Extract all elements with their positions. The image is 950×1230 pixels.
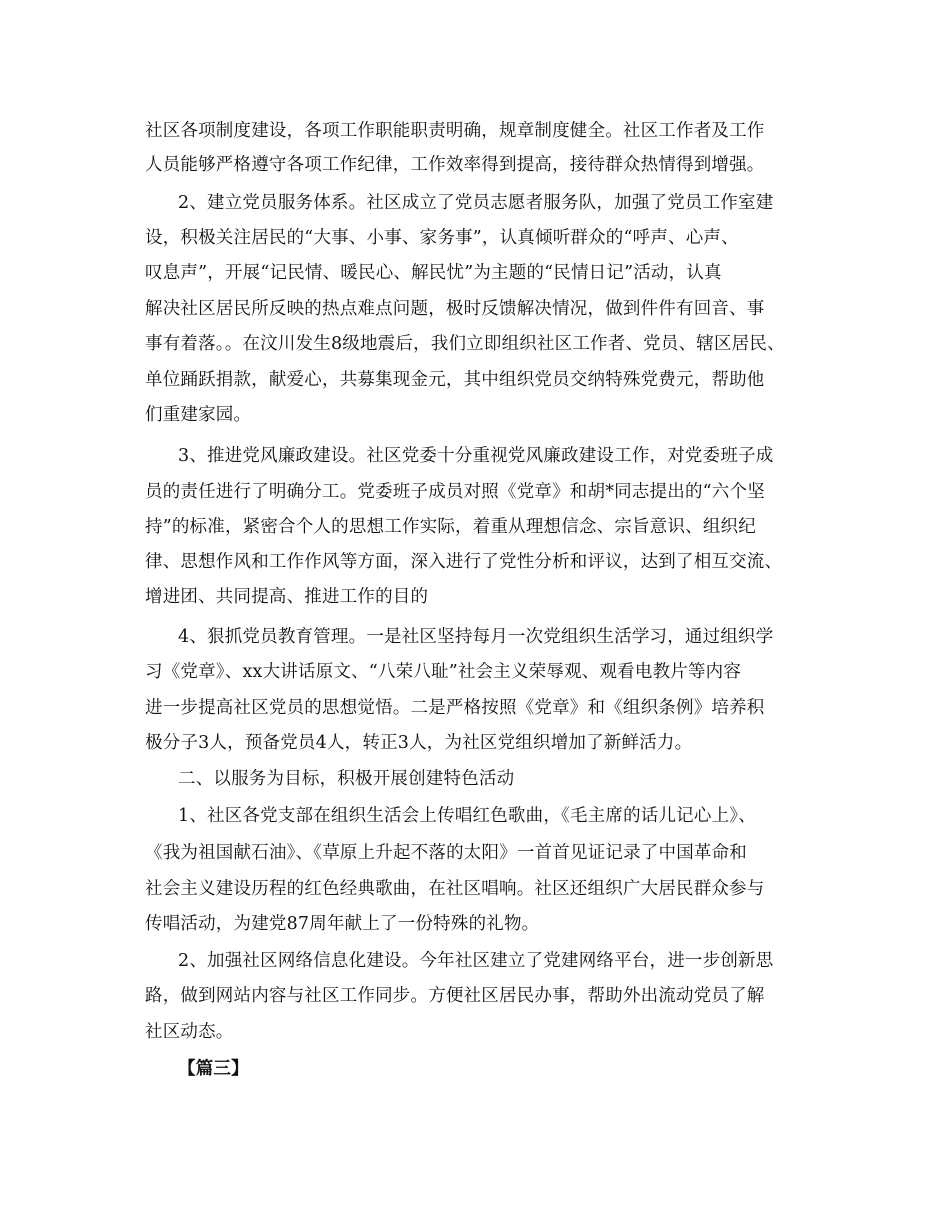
part-heading: 【篇三】 bbox=[178, 1059, 249, 1079]
paragraph-start-line: 2、建立党员服务体系。社区成立了党员志愿者服务队，加强了党员工作室建 bbox=[178, 193, 774, 213]
text-line: 人员能够严格遵守各项工作纪律，工作效率得到提高，接待群众热情得到增强。 bbox=[145, 155, 765, 175]
text-line: 习《党章》、xx大讲话原文、“八荣八耻”社会主义荣辱观、观看电教片等内容 bbox=[145, 662, 742, 682]
text-line: 事有着落。。在汶川发生8级地震后，我们立即组织社区工作者、党员、辖区居民、 bbox=[145, 334, 785, 354]
paragraph-start-line: 3、推进党风廉政建设。社区党委十分重视党风廉政建设工作，对党委班子成 bbox=[178, 446, 774, 466]
text-line: 增进团、共同提高、推进工作的目的 bbox=[145, 587, 429, 607]
text-line: 持”的标准，紧密合个人的思想工作实际，着重从理想信念、宗旨意识、组织纪 bbox=[145, 517, 756, 537]
text-line: 社区各项制度建设，各项工作职能职责明确，规章制度健全。社区工作者及工作 bbox=[145, 121, 765, 141]
text-line: 社会主义建设历程的红色经典歌曲，在社区唱响。社区还组织广大居民群众参与 bbox=[145, 879, 765, 899]
paragraph-start-line: 1、社区各党支部在组织生活会上传唱红色歌曲，《毛主席的话儿记心上》、 bbox=[178, 806, 756, 826]
section-heading: 二、以服务为目标，积极开展创建特色活动 bbox=[178, 769, 515, 789]
paragraph-start-line: 2、加强社区网络信息化建设。今年社区建立了党建网络平台，进一步创新思 bbox=[178, 951, 774, 971]
text-line: 叹息声”，开展“记民情、暖民心、解民忧”为主题的“民情日记”活动，认真 bbox=[145, 263, 722, 283]
text-line: 设，积极关注居民的“大事、小事、家务事”，认真倾听群众的“呼声、心声、 bbox=[145, 228, 739, 248]
text-line: 极分子3人，预备党员4人，转正3人，为社区党组织增加了新鲜活力。 bbox=[145, 733, 693, 753]
text-line: 们重建家园。 bbox=[145, 405, 252, 425]
text-line: 解决社区居民所反映的热点难点问题，极时反馈解决情况，做到件件有回音、事 bbox=[145, 299, 765, 319]
text-line: 单位踊跃捐款，献爱心，共募集现金元，其中组织党员交纳特殊党费元，帮助他 bbox=[145, 370, 765, 390]
text-line: 社区动态。 bbox=[145, 1022, 234, 1042]
text-line: 《我为祖国献石油》、《草原上升起不落的太阳》一首首见证记录了中国革命和 bbox=[145, 843, 747, 863]
text-line: 传唱活动，为建党87周年献上了一份特殊的礼物。 bbox=[145, 914, 540, 934]
text-line: 员的责任进行了明确分工。党委班子成员对照《党章》和胡*同志提出的“六个坚 bbox=[145, 482, 765, 502]
text-line: 律、思想作风和工作作风等方面，深入进行了党性分析和评议，达到了相互交流、 bbox=[145, 552, 783, 572]
paragraph-start-line: 4、狠抓党员教育管理。一是社区坚持每月一次党组织生活学习，通过组织学 bbox=[178, 627, 774, 647]
text-line: 路，做到网站内容与社区工作同步。方便社区居民办事，帮助外出流动党员了解 bbox=[145, 986, 765, 1006]
text-line: 进一步提高社区党员的思想觉悟。二是严格按照《党章》和《组织条例》培养积 bbox=[145, 698, 765, 718]
